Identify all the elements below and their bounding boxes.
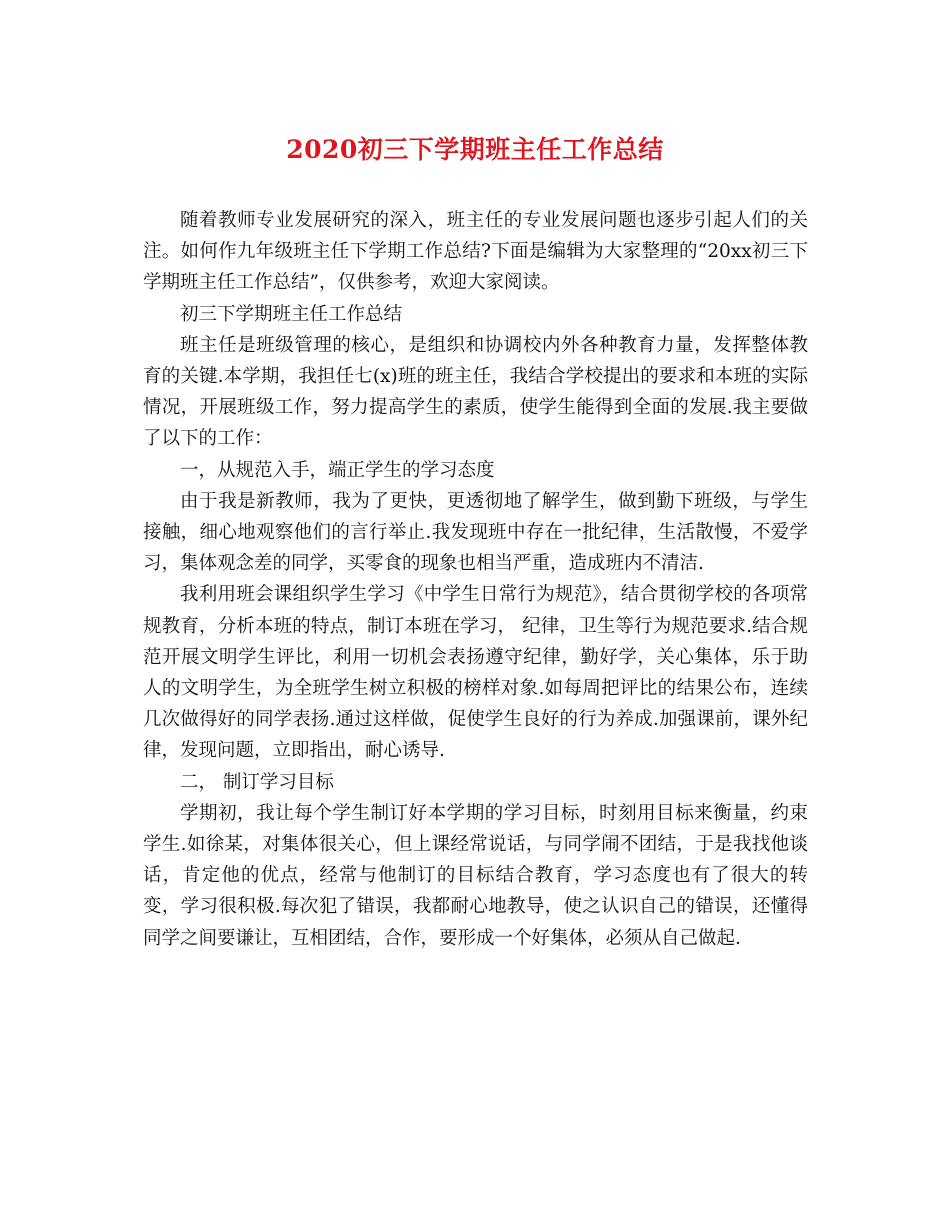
document-body — [143, 205, 808, 954]
section-heading-1: 一，从规范入手，端正学生的学习态度 — [180, 459, 495, 481]
document-title: 2020初三下学期班主任工作总结 — [286, 135, 664, 164]
paragraph-overview: 班主任是班级管理的核心，是组织和协调校内外各种教育力量，发挥整体教育的关键.本学期，我担任七(x)班的班主任，我结合学校提出的要求和本班的实际情况，开展班级工作，努力提高学生的素质，使学生能得到全面的发展.我主要做了以下的工作： — [143, 334, 808, 450]
paragraph-subtitle: 初三下学期班主任工作总结 — [180, 303, 403, 325]
paragraph-intro: 随着教师专业发展研究的深入，班主任的专业发展问题也逐步引起人们的关注。如何作九年级班主任下学期工作总结?下面是编辑为大家整理的“20xx初三下学期班主任工作总结”，仅供参考，欢迎大家阅读。 — [143, 210, 808, 294]
section-heading-2: 二， 制订学习目标 — [180, 771, 334, 793]
paragraph-section-1b: 我利用班会课组织学生学习《中学生日常行为规范》，结合贯彻学校的各项常规教育，分析本班的特点，制订本班在学习， 纪律，卫生等行为规范要求.结合规范开展文明学生评比，利用一切机会表扬遵守纪律，勤好学，关心集体，乐于助人的文明学生，为全班学生树立积极的榜样对象.如每周把评比的结果公布，连续几次做得好的同学表扬.通过这样做，促使学生良好的行为养成.加强课前，课外纪律，发现问题，立即指出，耐心诱导. — [143, 584, 808, 762]
paragraph-section-2: 学期初，我让每个学生制订好本学期的学习目标，时刻用目标来衡量，约束学生.如徐某，对集体很关心，但上课经常说话，与同学闹不团结，于是我找他谈话，肯定他的优点，经常与他制订的目标结合教育，学习态度也有了很大的转变，学习很积极.每次犯了错误，我都耐心地教导，使之认识自己的错误，还懂得同学之间要谦让，互相团结，合作，要形成一个好集体，必须从自己做起. — [143, 802, 808, 949]
paragraph-section-1a: 由于我是新教师，我为了更快，更透彻地了解学生，做到勤下班级，与学生接触，细心地观察他们的言行举止.我发现班中存在一批纪律，生活散慢，不爱学习，集体观念差的同学，买零食的现象也相当严重，造成班内不清洁. — [143, 490, 808, 575]
